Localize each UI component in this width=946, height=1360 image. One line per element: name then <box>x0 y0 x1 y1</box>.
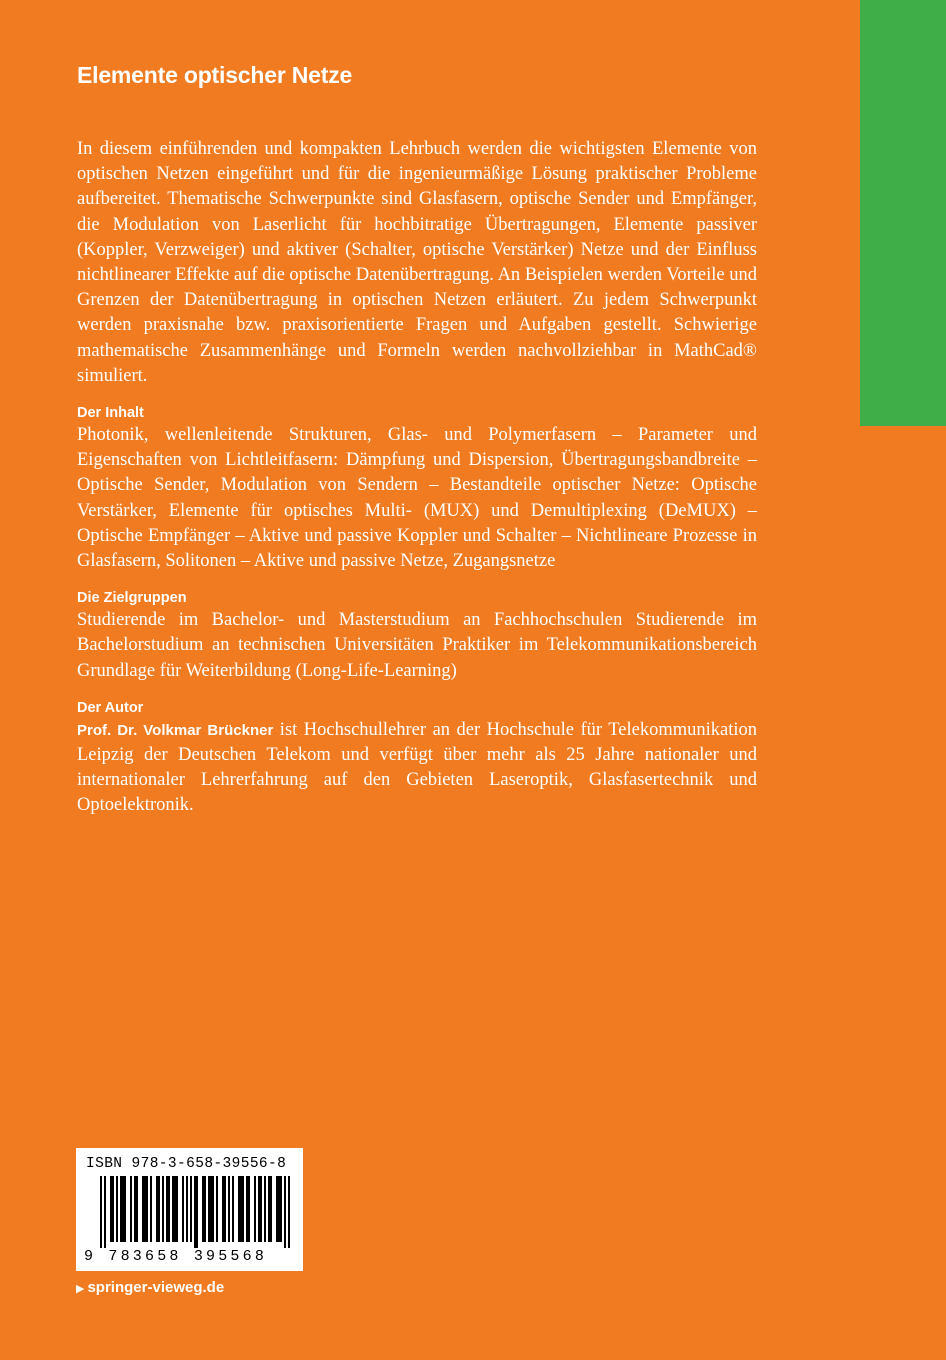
barcode-bar <box>254 1176 256 1242</box>
barcode-bar <box>232 1176 234 1242</box>
zielgruppen-paragraph: Studierende im Bachelor- und Masterstudium an Fachhochschulen Studierende im Bachelorstudium an technischen Universitäten Praktiker im Telekommunikationsbereich Grundlage für Weiterbildung (Long-Life-Learning) <box>77 610 757 681</box>
green-color-tab <box>860 0 946 426</box>
barcode-bar <box>134 1176 136 1242</box>
barcode-bar <box>270 1176 272 1242</box>
isbn-number: ISBN 978-3-658-39556-8 <box>86 1156 287 1172</box>
barcode-bar <box>158 1176 160 1242</box>
barcode-bar <box>176 1176 178 1242</box>
barcode-bar <box>166 1176 168 1242</box>
author-name: Prof. Dr. Volkmar Brückner <box>77 721 274 739</box>
barcode-bar <box>202 1176 204 1242</box>
publisher-link[interactable] <box>76 1279 224 1296</box>
barcode-bar <box>196 1176 198 1248</box>
barcode-bar <box>144 1176 146 1242</box>
barcode-bar <box>116 1176 118 1242</box>
barcode-bar <box>280 1176 282 1242</box>
back-cover-text <box>77 62 757 819</box>
barcode-bar <box>268 1176 270 1242</box>
ean-digits: 9 783658 395568 <box>84 1248 268 1265</box>
barcode-bar <box>216 1176 218 1242</box>
barcode-bar <box>264 1176 266 1242</box>
barcode-bar <box>208 1176 210 1242</box>
isbn-barcode <box>76 1148 303 1271</box>
barcode-bar <box>120 1176 122 1242</box>
barcode-bar <box>182 1176 184 1242</box>
publisher-url: springer-vieweg.de <box>87 1279 225 1296</box>
barcode-bar <box>278 1176 280 1242</box>
section-heading-autor: Der Autor <box>77 699 144 716</box>
barcode-bar <box>100 1176 102 1248</box>
barcode-bar <box>240 1176 242 1242</box>
barcode-bars-icon <box>100 1176 290 1248</box>
barcode-bar <box>190 1176 192 1242</box>
barcode-bar <box>210 1176 212 1242</box>
barcode-bar <box>156 1176 158 1242</box>
barcode-bar <box>110 1176 112 1242</box>
barcode-bar <box>242 1176 244 1242</box>
barcode-bar <box>276 1176 278 1242</box>
barcode-bar <box>238 1176 240 1242</box>
barcode-bar <box>162 1176 164 1242</box>
autor-paragraph <box>77 718 757 819</box>
triangle-right-icon: ▶ <box>76 1283 85 1295</box>
barcode-bar <box>168 1176 170 1242</box>
inhalt-paragraph: Photonik, wellenleitende Strukturen, Glas- und Polymerfasern – Parameter und Eigenschaften von Lichtleitfasern: Dämpfung und Dispersion, Übertragungsbandbreite – Optische Sender, Modulation von Sendern – Bestandteile optischer Netze: Optische Verstärker, Elemente für optisches Multi- (MUX) und Demultiplexing (DeMUX) – Optische Empfänger – Aktive und passive Koppler und Schalter – Nichtlineare Prozesse in Glasfasern, Solitonen – Aktive und passive Netze, Zugangsnetze <box>77 425 757 572</box>
barcode-bar <box>204 1176 206 1242</box>
barcode-bar <box>224 1176 226 1242</box>
intro-paragraph: In diesem einführenden und kompakten Lehrbuch werden die wichtigsten Elemente von optischen Netzen eingeführt und für die ingenieurmäßige Lösung praktischer Probleme aufbereitet. Thematische Schwerpunkte sind Glasfasern, optische Sender und Empfänger, die Modulation von Laserlicht für hochbitratige Übertragungen, Elemente passiver (Koppler, Verzweiger) und aktiver (Schalter, optische Verstärker) Netze und der Einfluss nichtlinearer Effekte auf die optische Datenübertragung. An Beispielen werden Vorteile und Grenzen der Datenübertragung in optischen Netzen erläutert. Zu jedem Schwerpunkt werden praxisnahe bzw. praxisorientierte Fragen und Aufgaben gestellt. Schwierige mathematische Zusammenhänge und Formeln werden nachvollziehbar in MathCad® simuliert. <box>77 139 757 386</box>
barcode-bar <box>284 1176 286 1248</box>
barcode-bar <box>258 1176 260 1242</box>
section-heading-inhalt: Der Inhalt <box>77 405 144 422</box>
barcode-bar <box>146 1176 148 1242</box>
barcode-bar <box>174 1176 176 1242</box>
barcode-bar <box>130 1176 132 1242</box>
barcode-bar <box>228 1176 230 1242</box>
barcode-bar <box>104 1176 106 1248</box>
barcode-bar <box>124 1176 126 1242</box>
barcode-bar <box>248 1176 250 1242</box>
barcode-bar <box>150 1176 152 1242</box>
book-title: Elemente optischer Netze <box>77 62 353 88</box>
barcode-bar <box>172 1176 174 1242</box>
barcode-bar <box>212 1176 214 1242</box>
barcode-bar <box>122 1176 124 1242</box>
author-bio: ist Hochschullehrer an der Hochschule für Telekommunikation Leipzig der Deutschen Telekom und verfügt über mehr als 25 Jahre nationaler und internationaler Lehrerfahrung auf den Gebieten Laseroptik, Glasfasertechnik und Optoelektronik. <box>77 719 758 816</box>
section-heading-zielgruppen: Die Zielgruppen <box>77 590 187 607</box>
barcode-bar <box>142 1176 144 1242</box>
barcode-bar <box>246 1176 248 1242</box>
barcode-bar <box>288 1176 290 1248</box>
barcode-bar <box>136 1176 138 1242</box>
barcode-bar <box>186 1176 188 1242</box>
barcode-bar <box>222 1176 224 1242</box>
barcode-bar <box>112 1176 114 1242</box>
barcode-bar <box>260 1176 262 1242</box>
barcode-bar <box>194 1176 196 1248</box>
